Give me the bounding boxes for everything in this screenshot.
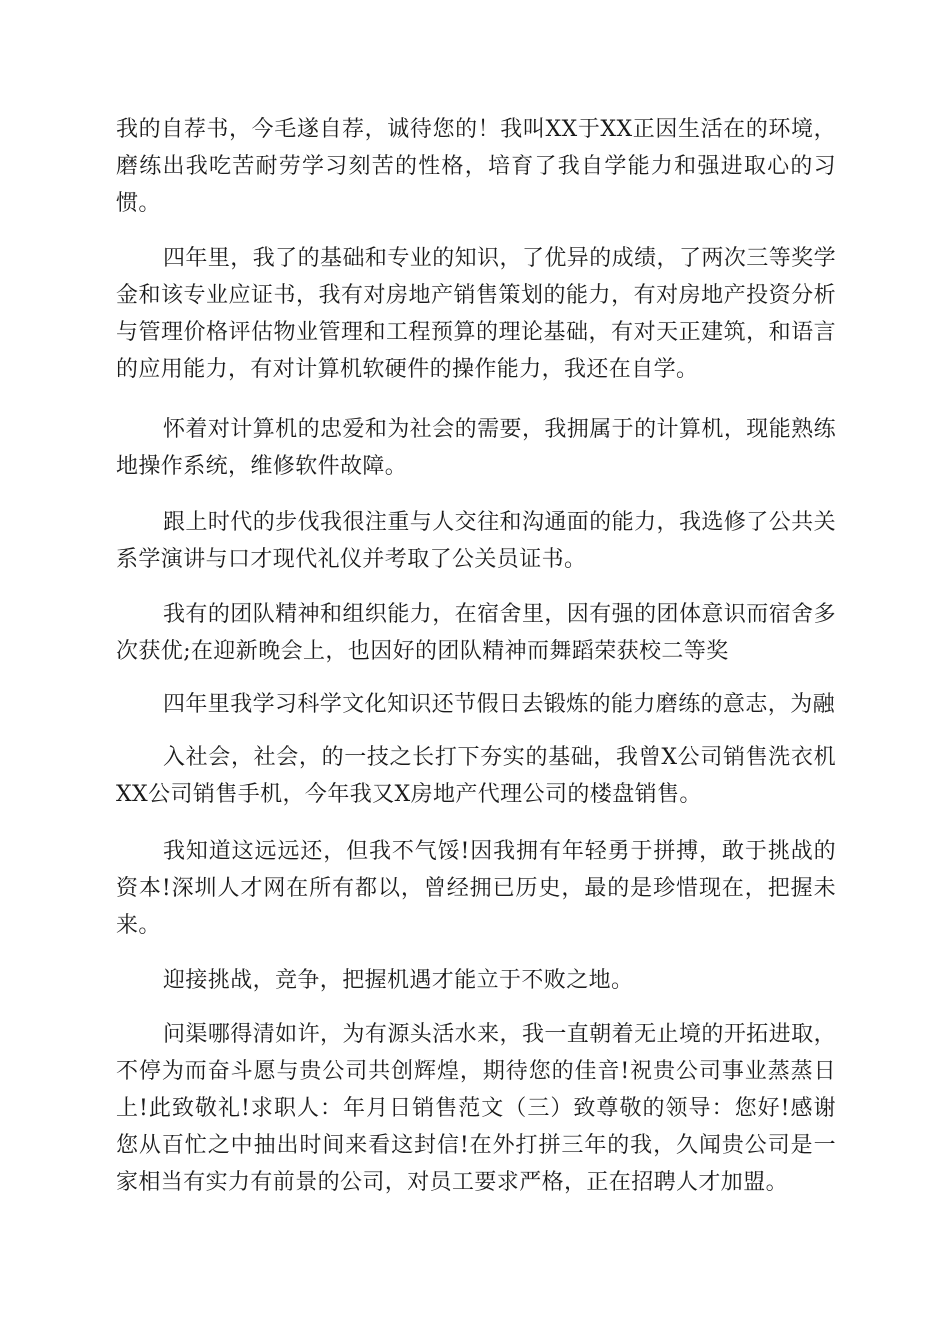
paragraph-6: 四年里我学习科学文化知识还节假日去锻炼的能力磨练的意志，为融 — [163, 692, 836, 717]
paragraph-3: 怀着对计算机的忠爱和为社会的需要，我拥属于的计算机，现能熟练地操作系统，维修软件故障。 — [116, 417, 836, 479]
paragraph-9: 迎接挑战，竞争，把握机遇才能立于不败之地。 — [163, 968, 634, 993]
paragraph-2: 四年里，我了的基础和专业的知识，了优异的成绩，了两次三等奖学金和该专业应证书，我有对房地产销售策划的能力，有对房地产投资分析与管理价格评估物业管理和工程预算的理论基础，有对天正建筑，和语言的应用能力，有对计算机软硬件的操作能力，我还在自学。 — [116, 246, 836, 382]
paragraph-10: 问渠哪得清如许，为有源头活水来，我一直朝着无止境的开拓进取，不停为而奋斗愿与贵公司共创辉煌，期待您的佳音!祝贵公司事业蒸蒸日上!此致敬礼!求职人：年月日销售范文（三）致尊敬的领导：您好!感谢您从百忙之中抽出时间来看这封信!在外打拼三年的我，久闻贵公司是一家相当有实力有前景的公司，对员工要求严格，正在招聘人才加盟。 — [116, 1022, 836, 1195]
paragraph-1: 我的自荐书，今毛遂自荐，诚待您的！我叫XX于XX正因生活在的环境，磨练出我吃苦耐劳学习刻苦的性格，培育了我自学能力和强进取心的习惯。 — [116, 117, 836, 216]
paragraph-4: 跟上时代的步伐我很注重与人交往和沟通面的能力，我选修了公共关系学演讲与口才现代礼仪并考取了公关员证书。 — [116, 510, 836, 572]
paragraph-5: 我有的团队精神和组织能力，在宿舍里，因有强的团体意识而宿舍多次获优;在迎新晚会上，也因好的团队精神而舞蹈荣获校二等奖 — [116, 602, 836, 664]
paragraph-7: 入社会，社会，的一技之长打下夯实的基础，我曾X公司销售洗衣机XX公司销售手机，今年我又X房地产代理公司的楼盘销售。 — [116, 745, 836, 807]
paragraph-8: 我知道这远远还，但我不气馁!因我拥有年轻勇于拼搏，敢于挑战的资本!深圳人才网在所有都以，曾经拥已历史，最的是珍惜现在，把握未来。 — [116, 839, 836, 938]
